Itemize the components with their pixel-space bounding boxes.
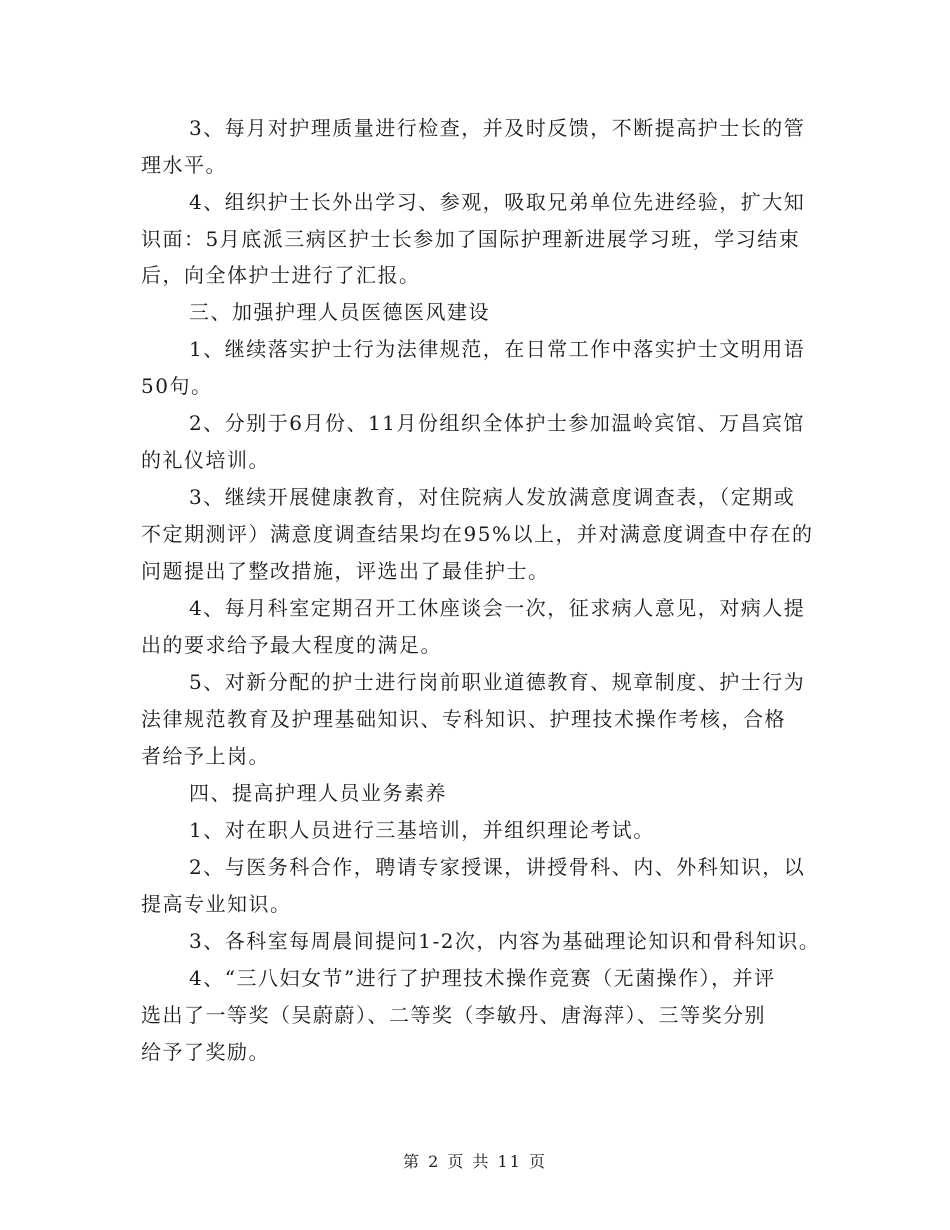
paragraph-line: 3、各科室每周晨间提问1-2次，内容为基础理论知识和骨科知识。 [189, 929, 821, 953]
paragraph-line: 识面：5月底派三病区护士长参加了国际护理新进展学习班，学习结束 [141, 227, 801, 251]
paragraph-line: 法律规范教育及护理基础知识、专科知识、护理技术操作考核，合格 [141, 707, 786, 731]
paragraph-line: 选出了一等奖（吴蔚蔚）、二等奖（李敏丹、唐海萍）、三等奖分别 [141, 1003, 766, 1027]
paragraph-line: 提高专业知识。 [141, 892, 292, 916]
paragraph-line: 者给予上岗。 [141, 744, 270, 768]
paragraph-line: 出的要求给予最大程度的满足。 [141, 633, 442, 657]
paragraph-line: 4、“三八妇女节”进行了护理技术操作竞赛（无菌操作），并评 [189, 966, 776, 990]
page-number-footer: 第 2 页 共 11 页 [403, 1152, 547, 1171]
section-heading: 三、加强护理人员医德医风建设 [189, 300, 490, 324]
paragraph-line: 后，向全体护士进行了汇报。 [141, 263, 421, 287]
paragraph-line: 不定期测评）满意度调查结果均在95%以上，并对满意度调查中存在的 [141, 522, 814, 546]
paragraph-line: 3、继续开展健康教育，对住院病人发放满意度调查表，（定期或 [189, 485, 796, 509]
paragraph-line: 50句。 [141, 374, 213, 398]
paragraph-line: 4、组织护士长外出学习、参观，吸取兄弟单位先进经验，扩大知 [189, 190, 806, 214]
paragraph-line: 理水平。 [141, 153, 227, 177]
paragraph-line: 4、每月科室定期召开工休座谈会一次，征求病人意见，对病人提 [189, 596, 806, 620]
paragraph-line: 2、与医务科合作，聘请专家授课，讲授骨科、内、外科知识，以 [189, 855, 806, 879]
paragraph-line: 2、分别于6月份、11月份组织全体护士参加温岭宾馆、万昌宾馆 [189, 411, 805, 435]
paragraph-line: 的礼仪培训。 [141, 448, 270, 472]
paragraph-line: 1、对在职人员进行三基培训，并组织理论考试。 [189, 818, 655, 842]
paragraph-line: 5、对新分配的护士进行岗前职业道德教育、规章制度、护士行为 [189, 670, 806, 694]
paragraph-line: 1、继续落实护士行为法律规范，在日常工作中落实护士文明用语 [189, 337, 806, 361]
paragraph-line: 给予了奖励。 [141, 1040, 270, 1064]
paragraph-line: 3、每月对护理质量进行检查，并及时反馈，不断提高护士长的管 [189, 116, 806, 140]
section-heading: 四、提高护理人员业务素养 [189, 781, 447, 805]
paragraph-line: 问题提出了整改措施，评选出了最佳护士。 [141, 559, 550, 583]
